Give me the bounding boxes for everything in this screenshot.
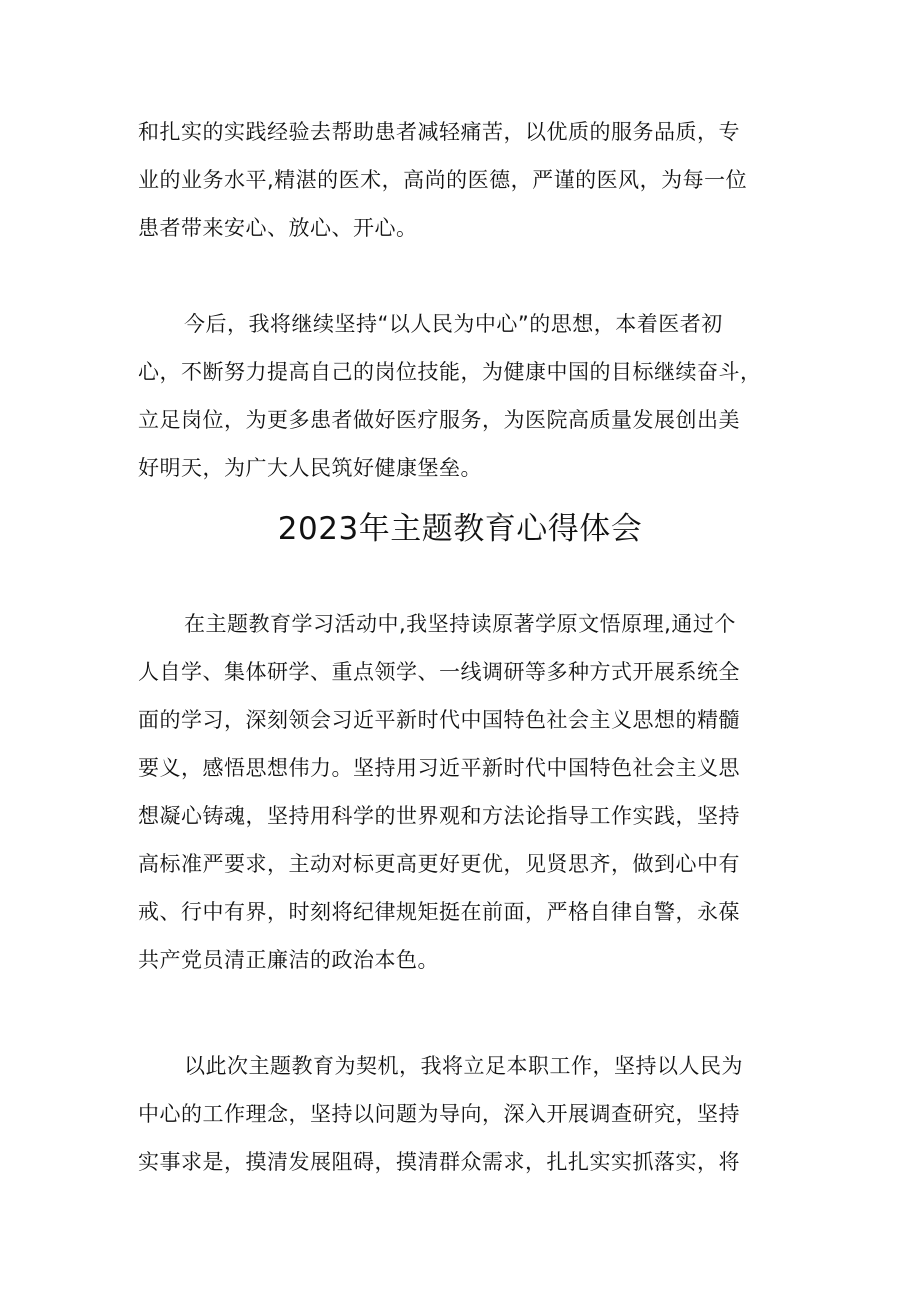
paragraph-line: 在主题教育学习活动中,我坚持读原著学原文悟原理,通过个 xyxy=(184,612,736,636)
paragraph-line: 心，不断努力提高自己的岗位技能，为健康中国的目标继续奋斗， xyxy=(138,360,762,384)
paragraph-line: 人自学、集体研学、重点领学、一线调研等多种方式开展系统全 xyxy=(138,660,740,684)
paragraph-line: 面的学习，深刻领会习近平新时代中国特色社会主义思想的精髓 xyxy=(138,708,740,732)
paragraph-line: 共产党员清正廉洁的政治本色。 xyxy=(138,948,439,972)
paragraph-continued xyxy=(138,108,793,252)
paragraph-line: 想凝心铸魂，坚持用科学的世界观和方法论指导工作实践，坚持 xyxy=(138,804,740,828)
paragraph-line: 业的业务水平,精湛的医术，高尚的医德，严谨的医风，为每一位 xyxy=(138,168,748,192)
paragraph-line: 戒、行中有界，时刻将纪律规矩挺在前面，严格自律自警，永葆 xyxy=(138,900,740,924)
paragraph-future-commitment xyxy=(138,300,793,492)
paragraph-study-activities xyxy=(138,600,793,984)
paragraph-line: 实事求是，摸清发展阻碍，摸清群众需求，扎扎实实抓落实，将 xyxy=(138,1150,740,1174)
document-title: 2023年主题教育心得体会 xyxy=(277,511,643,547)
paragraph-line: 高标准严要求，主动对标更高更好更优，见贤思齐，做到心中有 xyxy=(138,852,740,876)
paragraph-line: 以此次主题教育为契机，我将立足本职工作，坚持以人民为 xyxy=(184,1054,743,1078)
paragraph-line: 要义，感悟思想伟力。坚持用习近平新时代中国特色社会主义思 xyxy=(138,756,740,780)
paragraph-line: 立足岗位，为更多患者做好医疗服务，为医院高质量发展创出美 xyxy=(138,408,740,432)
paragraph-line: 和扎实的实践经验去帮助患者减轻痛苦，以优质的服务品质，专 xyxy=(138,120,740,144)
paragraph-work-plan xyxy=(138,1042,793,1186)
paragraph-line: 今后，我将继续坚持“以人民为中心”的思想，本着医者初 xyxy=(184,312,723,336)
paragraph-line: 患者带来安心、放心、开心。 xyxy=(138,216,418,240)
paragraph-line: 好明天，为广大人民筑好健康堡垒。 xyxy=(138,456,482,480)
paragraph-line: 中心的工作理念，坚持以问题为导向，深入开展调查研究，坚持 xyxy=(138,1102,740,1126)
